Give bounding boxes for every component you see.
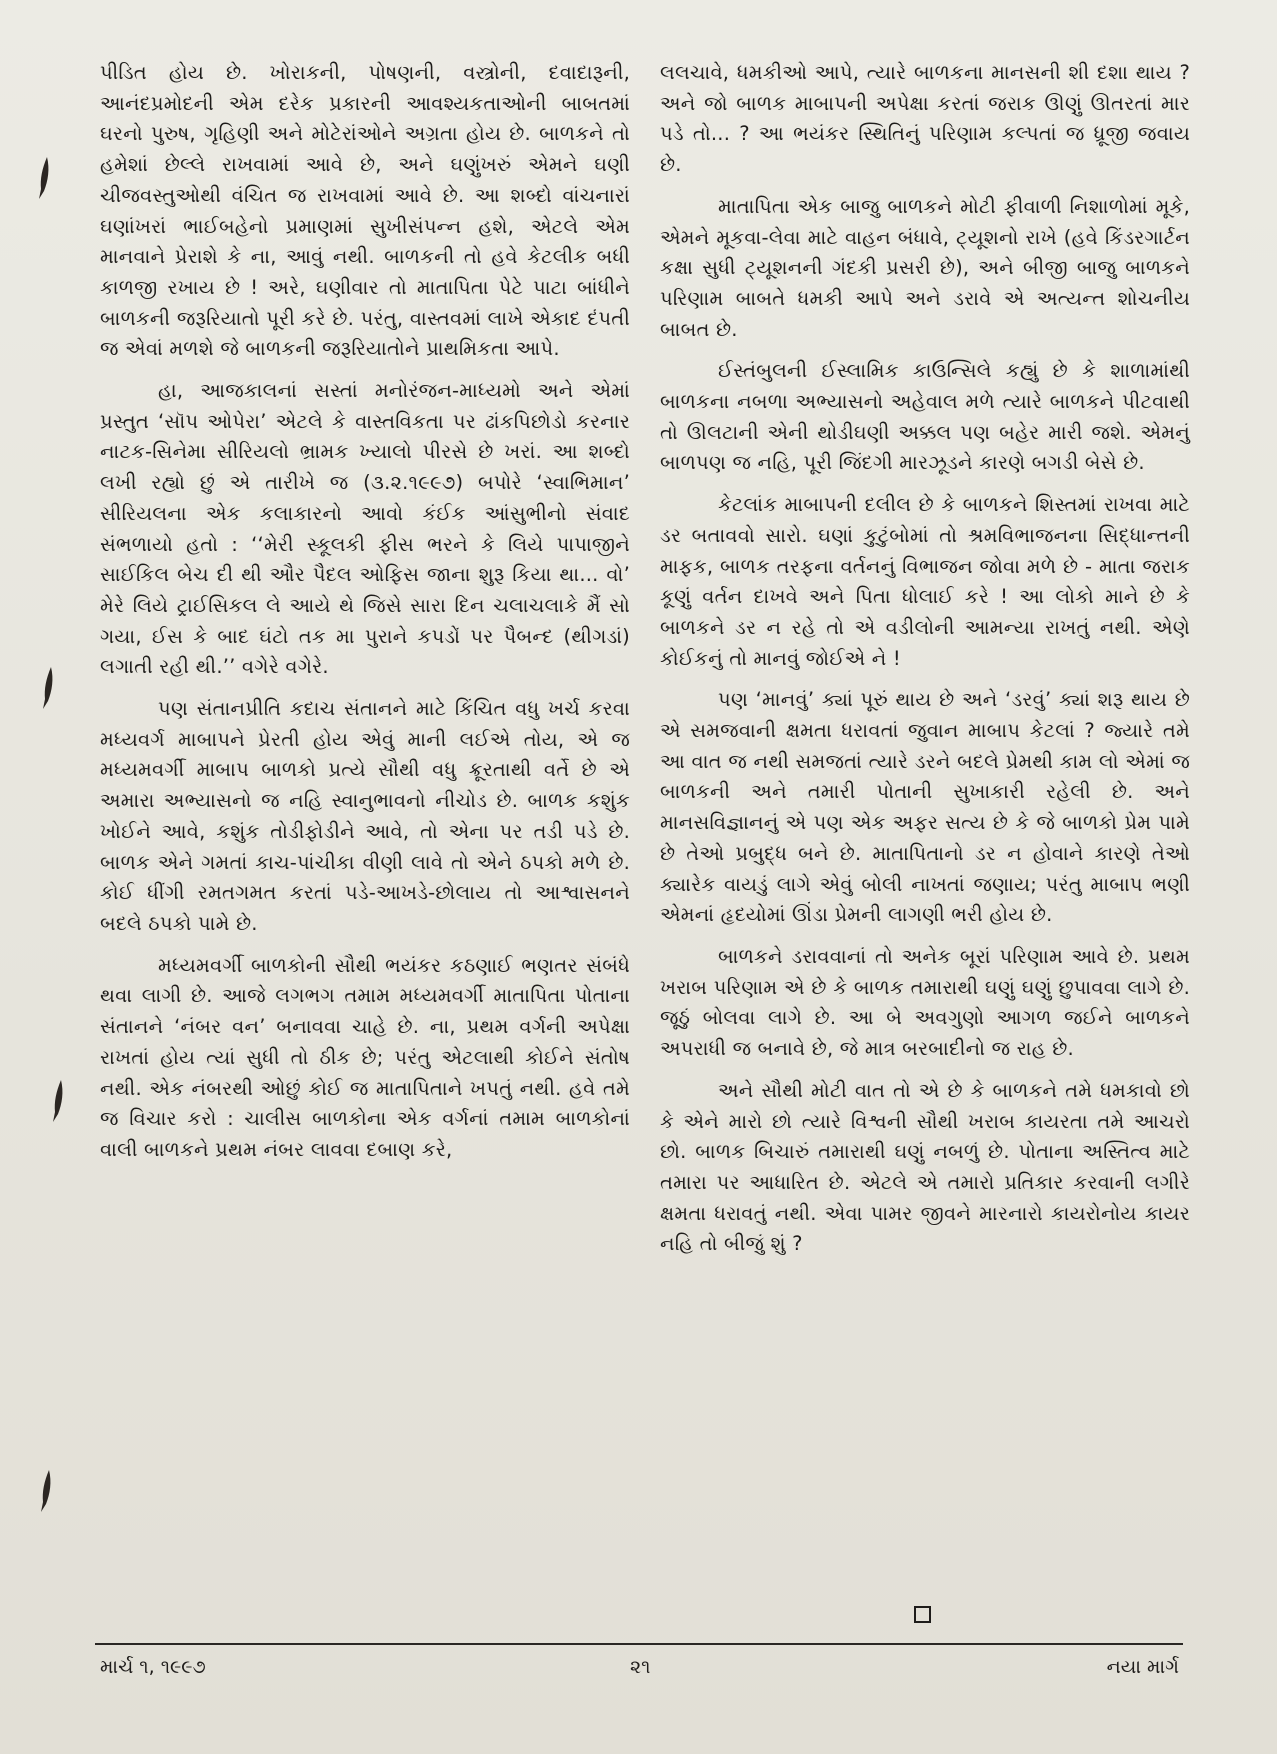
paragraph: બાળકને ડરાવવાનાં તો અનેક બૂરાં પરિણામ આવે છે. પ્રથમ ખરાબ પરિણામ એ છે કે બાળક તમારાથી ઘણું ઘણું છુપાવવા લાગે છે. જૂઠું બોલવા લાગે છે. આ બે અવગુણો આગળ જઈને બાળકને અપરાધી જ બનાવે છે, જે માત્ર બરબાદીનો જ રાહ છે. [660, 944, 1190, 1061]
paragraph: પણ ‘માનવું’ ક્યાં પૂરું થાય છે અને ‘ડરવું’ ક્યાં શરૂ થાય છે એ સમજવાની ક્ષમતા ધરાવતાં જુવાન માબાપ કેટલાં ? જ્યારે તમે આ વાત જ નથી સમજતાં ત્યારે ડરને બદલે પ્રેમથી કામ લો એમાં જ બાળકની અને તમારી પોતાની સુખાકારી રહેલી છે. અને માનસવિજ્ઞાનનું એ પણ એક અફર સત્ય છે કે જે બાળકો પ્રેમ પામે છે તેઓ પ્રબુદ્ધ બને છે. માતાપિતાનો ડર ન હોવાને કારણે તેઓ ક્યારેક વાયડું લાગે એવું બોલી નાખતાં જણાય; પરંતુ માબાપ ભણી એમનાં હૃદયોમાં ઊંડા પ્રેમની લાગણી ભરી હોય છે. [660, 688, 1190, 927]
paragraph: પીડિત હોય છે. ખોરાકની, પોષણની, વસ્ત્રોની, દવાદારૂની, આનંદપ્રમોદની એમ દરેક પ્રકારની આવશ્યકતાઓની બાબતમાં ઘરનો પુરુષ, ગૃહિણી અને મોટેરાંઓને અગ્રતા હોય છે. બાળકને તો હમેશાં છેલ્લે રાખવામાં આવે છે, અને ઘણુંખરું એમને ઘણી ચીજવસ્તુઓથી વંચિત જ રાખવામાં આવે છે. આ શબ્દો વાંચનારાં ઘણાંખરાં ભાઈબહેનો પ્રમાણમાં સુખીસંપન્ન હશે, એટલે એમ માનવાને પ્રેરાશે કે ના, આવું નથી. બાળકની તો હવે કેટલીક બધી કાળજી રખાય છે ! અરે, ઘણીવાર તો માતાપિતા પેટે પાટા બાંધીને બાળકની જરૂરિયાતો પૂરી કરે છે. પરંતુ, વાસ્તવમાં લાખે એકાદ દંપતી જ એવાં મળશે જે બાળકની જરૂરિયાતોને પ્રાથમિકતા આપે. [100, 61, 630, 361]
punch-hole-icon [38, 155, 52, 201]
paragraph: માતાપિતા એક બાજુ બાળકને મોટી ફીવાળી નિશાળોમાં મૂકે, એમને મૂકવા-લેવા માટે વાહન બંધાવે, ટ્યૂશનો રાખે (હવે કિંડરગાર્ટન કક્ષા સુધી ટ્યૂશનની ગંદકી પ્રસરી છે), અને બીજી બાજુ બાળકને પરિણામ બાબતે ધમકી આપે અને ડરાવે એ અત્યન્ત શોચનીય બાબત છે. [660, 194, 1190, 341]
left-text-column [100, 58, 630, 1177]
paragraph: અને સૌથી મોટી વાત તો એ છે કે બાળકને તમે ધમકાવો છો કે એને મારો છો ત્યારે વિશ્વની સૌથી ખરાબ કાયરતા તમે આચરો છો. બાળક બિચારું તમારાથી ઘણું નબળું છે. પોતાના અસ્તિત્વ માટે તમારા પર આધારિત છે. એટલે એ તમારો પ્રતિકાર કરવાની લગીરે ક્ષમતા ધરાવતું નથી. એવા પામર જીવને મારનારો કાયરોનોય કાયર નહિ તો બીજું શું ? [660, 1078, 1190, 1256]
paragraph: મધ્યમવર્ગી બાળકોની સૌથી ભયંકર કઠણાઈ ભણતર સંબંધે થવા લાગી છે. આજે લગભગ તમામ મધ્યમવર્ગી માતાપિતા પોતાના સંતાનને ‘નંબર વન’ બનાવવા ચાહે છે. ના, પ્રથમ વર્ગની અપેક્ષા રાખતાં હોય ત્યાં સુધી તો ઠીક છે; પરંતુ એટલાથી કોઈને સંતોષ નથી. એક નંબરથી ઓછું કોઈ જ માતાપિતાને ખપતું નથી. હવે તમે જ વિચાર કરો : ચાલીસ બાળકોના એક વર્ગનાં તમામ બાળકોનાં વાલી બાળકને પ્રથમ નંબર લાવવા દબાણ કરે, [100, 953, 630, 1161]
article-end-mark-icon [914, 1606, 931, 1623]
paragraph: હા, આજકાલનાં સસ્તાં મનોરંજન-માધ્યમો અને એમાં પ્રસ્તુત ‘સૉપ ઓપેરા’ એટલે કે વાસ્તવિકતા પર ઢાંકપિછોડો કરનાર નાટક-સિનેમા સીરિયલો ભ્રામક ખ્યાલો પીરસે છે ખરાં. આ શબ્દો લખી રહ્યો છું એ તારીખે જ (૩.૨.૧૯૯૭) બપોરે ‘સ્વાભિમાન’ સીરિયલના એક કલાકારનો આવો કંઈક આંસુભીનો સંવાદ સંભળાયો હતો : ‘‘મેરી સ્કૂલકી ફીસ ભરને કે લિયે પાપાજીને સાઈકિલ બેચ દી થી ઔર પૈદલ ઓફિસ જાના શુરૂ કિયા થા... વો’ મેરે લિયે ટ્રાઈસિકલ લે આયે થે જિસે સારા દિન ચલાચલાકે મૈં સો ગયા, ઈસ કે બાદ ઘંટો તક મા પુરાને કપડોં પર પૈબન્દ (થીગડાં) લગાતી રહી થી.’’ વગેરે વગેરે. [100, 379, 630, 679]
punch-hole-icon [42, 665, 56, 711]
punch-hole-icon [40, 1468, 54, 1514]
publication-name: નયા માર્ગ [1106, 1656, 1179, 1678]
right-text-column [660, 58, 1190, 1271]
footer-rule [95, 1643, 1183, 1645]
page-number: ૨૧ [630, 1656, 651, 1678]
punch-hole-icon [52, 1078, 66, 1124]
paragraph: ઈસ્તંબુલની ઈસ્લામિક કાઉન્સિલે કહ્યું છે કે શાળામાંથી બાળકના નબળા અભ્યાસનો અહેવાલ મળે ત્યારે બાળકને પીટવાથી તો ઊલટાની એની થોડીઘણી અક્કલ પણ બહેર મારી જશે. એમનું બાળપણ જ નહિ, પૂરી જિંદગી મારઝૂડને કારણે બગડી બેસે છે. [660, 359, 1190, 475]
paragraph: કેટલાંક માબાપની દલીલ છે કે બાળકને શિસ્તમાં રાખવા માટે ડર બતાવવો સારો. ઘણાં કુટુંબોમાં તો શ્રમવિભાજનના સિદ્ધાન્તની માફક, બાળક તરફના વર્તનનું વિભાજન જોવા મળે છે - માતા જરાક કૂણું વર્તન દાખવે અને પિતા ધોલાઈ કરે ! આ લોકો માને છે કે બાળકને ડર ન રહે તો એ વડીલોની આમન્યા રાખતું નથી. એણે કોઈકનું તો માનવું જોઈએ ને ! [660, 493, 1190, 670]
paragraph: લલચાવે, ધમકીઓ આપે, ત્યારે બાળકના માનસની શી દશા થાય ? અને જો બાળક માબાપની અપેક્ષા કરતાં જરાક ઊણું ઊતરતાં માર પડે તો... ? આ ભયંકર સ્થિતિનું પરિણામ કલ્પતાં જ ધ્રૂજી જવાય છે. [660, 61, 1190, 177]
paragraph: પણ સંતાનપ્રીતિ કદાચ સંતાનને માટે કિંચિત વધુ ખર્ચ કરવા મધ્યવર્ગ માબાપને પ્રેરતી હોય એવું માની લઈએ તોય, એ જ મધ્યમવર્ગી માબાપ બાળકો પ્રત્યે સૌથી વધુ ક્રૂરતાથી વર્તે છે એ અમારા અભ્યાસનો જ નહિ સ્વાનુભાવનો નીચોડ છે. બાળક કશુંક ખોઈને આવે, કશુંક તોડીફોડીને આવે, તો એના પર તડી પડે છે. બાળક એને ગમતાં કાચ-પાંચીકા વીણી લાવે તો એને ઠપકો મળે છે. કોઈ ધીંગી રમતગમત કરતાં પડે-આખડે-છોલાય તો આશ્વાસનને બદલે ઠપકો પામે છે. [100, 697, 630, 935]
footer-date: માર્ચ ૧, ૧૯૯૭ [100, 1656, 206, 1678]
